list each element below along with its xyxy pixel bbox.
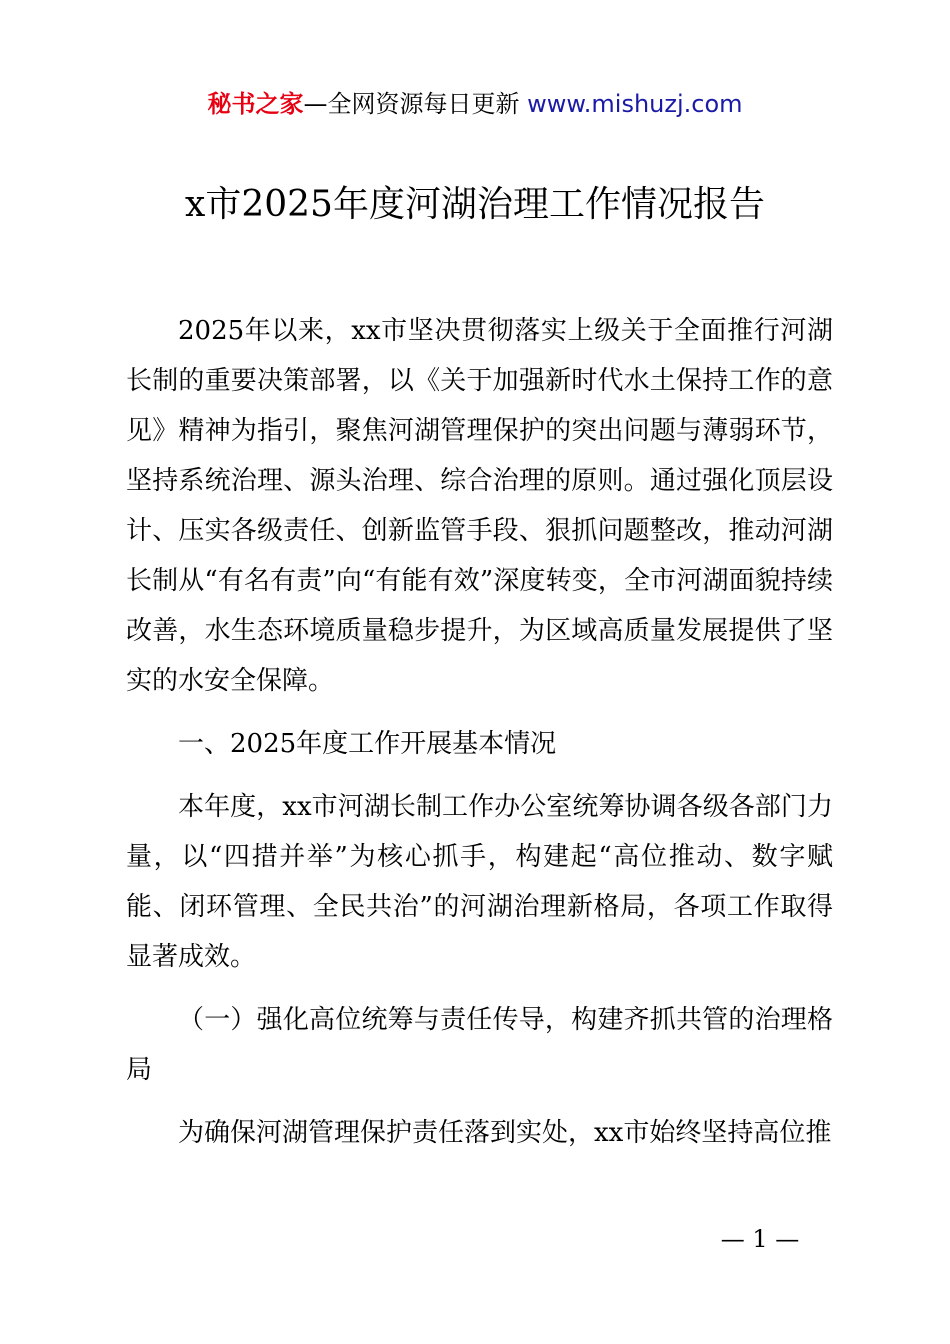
subsection-heading-1: （一）强化高位统筹与责任传导，构建齐抓共管的治理格局: [126, 1005, 833, 1085]
section-heading-1: 一、2025年度工作开展基本情况: [178, 729, 557, 759]
page-number: — 1 —: [720, 1225, 800, 1253]
intro-paragraph: 2025年以来，xx市坚决贯彻落实上级关于全面推行河湖长制的重要决策部署，以《关于加强新时代水土保持工作的意见》精神为指引，聚焦河湖管理保护的突出问题与薄弱环节，坚持系统治理、源头治理、综合治理的原则。通过强化顶层设计、压实各级责任、创新监管手段、狠抓问题整改，推动河湖长制从“有名有责”向“有能有效”深度转变，全市河湖面貌持续改善，水生态环境质量稳步提升，为区域高质量发展提供了坚实的水安全保障。: [126, 316, 833, 696]
site-brand: 秘书之家: [207, 90, 304, 118]
subsection-paragraph: 为确保河湖管理保护责任落到实处，xx市始终坚持高位推: [178, 1118, 832, 1148]
site-url-link[interactable]: www.mishuzj.com: [527, 90, 743, 118]
document-body: [126, 306, 833, 1171]
site-tagline: —全网资源每日更新: [303, 90, 528, 118]
site-banner: [0, 86, 950, 122]
section-paragraph: 本年度，xx市河湖长制工作办公室统筹协调各级各部门力量，以“四措并举”为核心抓手，构建起“高位推动、数字赋能、闭环管理、全民共治”的河湖治理新格局，各项工作取得显著成效。: [126, 792, 833, 972]
document-title: x市2025年度河湖治理工作情况报告: [185, 184, 765, 225]
